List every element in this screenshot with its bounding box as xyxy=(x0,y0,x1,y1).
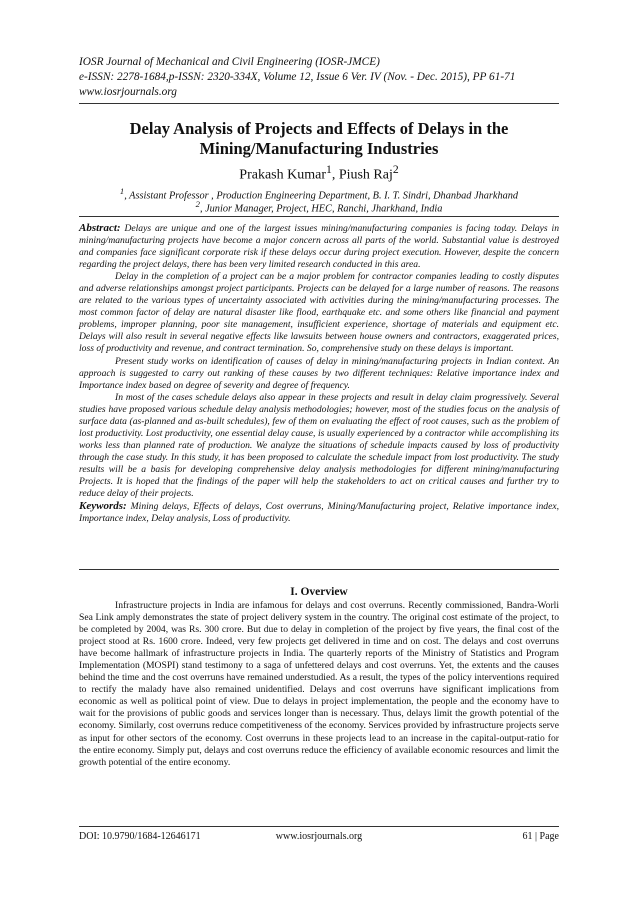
abstract-paragraph-1 xyxy=(79,222,559,271)
abstract-p1-text: Delays are unique and one of the largest issues mining/manufacturing companies is facing today. Delays in mining/manufacturing projects have become a major concern across all parts of the world. Substantial value is destroyed and companies face significant corporate risk if these delays occur during project execution. However, despite the concern regarding the project delays, there has been very limited research conducted in this area. xyxy=(79,223,559,271)
journal-website: www.iosrjournals.org xyxy=(79,86,177,98)
section-1-heading: I. Overview xyxy=(290,586,348,598)
section-1-paragraph: Infrastructure projects in India are infamous for delays and cost overruns. Recently commissioned, Bandra-Worli Sea Link amply demonstrates the state of project delivery system in the country. The original cost estimate of the project, to be completed by 2004, was Rs. 300 crore. But due to delay in completion of the project by five years, the final cost of the project stood at Rs. 1600 crore. Indeed, very few projects get delivered in time and on cost. The delays and cost overruns have become hallmark of infrastructure projects in India. The quarterly reports of the Ministry of Statistics and Program Implementation (MOSPI) stand testimony to a saga of unfettered delays and cost overruns. Yet, the extents and the causes behind the time and the cost overruns have remained understudied. As a result, the types of the policy interventions required to rectify the malady have also remained unidentified. Delays and cost overruns have significant implications from economic as well as political point of view. Due to delays in project implementation, the people and the economy have to wait for the provisions of public goods and services longer than is necessary. Thus, delays limit the growth potential of the economy. Similarly, cost overruns reduce competitiveness of the economy. Services provided by infrastructure projects serve as input for other sectors of the economy. Cost overruns in these projects lead to an increase in the capital-output-ratio for the entire economy. Simply put, delays and cost overruns reduce the efficiency of available economic resources and limit the growth potential of the entire economy. xyxy=(79,600,559,768)
paper-title xyxy=(79,119,559,159)
affiliation-2 xyxy=(79,198,559,215)
paper-title-line1: Delay Analysis of Projects and Effects of Delays in the xyxy=(129,119,509,138)
abstract-label: Abstract: xyxy=(79,222,121,234)
footer-page-number: 61 | Page xyxy=(522,831,559,842)
abstract-top-divider xyxy=(79,216,559,217)
section-1-body xyxy=(79,600,559,769)
abstract-paragraph-2: Delay in the completion of a project can be a major problem for contractor companies leading to costly disputes and adverse relationships amongst project participants. Projects can be delayed for a large number of reasons. The reasons are related to the various types of uncertainty associated with activities during the mining/manufacturing processes. The most common factor of delay are natural disaster like flood, earthquake etc. and some others like financial and payment problems, improper planning, poor site management, insufficient experience, shortage of materials and equipment etc. Delays will also result in several negative effects like lawsuits between house owners and contractors, exaggerated prices, loss of productivity and revenue, and contract termination. So, comprehensive study on these delays is important. xyxy=(79,271,559,355)
keywords-label: Keywords: xyxy=(79,500,127,513)
footer-divider xyxy=(79,826,559,827)
footer-website: www.iosrjournals.org xyxy=(275,831,363,842)
journal-issn-line: e-ISSN: 2278-1684,p-ISSN: 2320-334X, Volume 12, Issue 6 Ver. IV (Nov. - Dec. 2015), PP 61-71 xyxy=(79,71,516,83)
journal-name: IOSR Journal of Mechanical and Civil Engineering (IOSR-JMCE) xyxy=(79,56,380,68)
author-1: Prakash Kumar xyxy=(239,167,326,183)
journal-header xyxy=(79,55,559,100)
affiliation-1-text: , Assistant Professor , Production Engineering Department, B. I. T. Sindri, Dhanbad Jharkhand xyxy=(124,190,519,202)
affiliation-2-sup: 2 xyxy=(195,199,200,209)
paper-title-line2: Mining/Manufacturing Industries xyxy=(199,139,439,158)
abstract-bottom-divider xyxy=(79,569,559,570)
author-separator: , xyxy=(331,167,339,183)
author-2-sup: 2 xyxy=(392,163,399,176)
keywords-paragraph xyxy=(79,500,559,525)
abstract-paragraph-4: In most of the cases schedule delays also appear in these projects and result in delay claim progressively. Several studies have proposed various schedule delay analysis methodologies; however, most of the studies focus on the analysis of surface data (as-planned and as-built schedules), few of them on evaluating the effect of root causes, such as the problem of lost productivity. Lost productivity, one essential delay cause, is usually experienced by a contractor while accomplishing its works less than planned rate of production. We analyze the situations of schedule impacts caused by loss of productivity through the case study. In this study, it has been proposed to calculate the schedule impact from lost productivity. The study results will be a basis for developing comprehensive delay analysis methodologies for different mining/manufacturing Projects. It is hoped that the findings of the paper will help the stakeholders to act on critical causes and further try to reduce delay of their projects. xyxy=(79,391,559,500)
keywords-text: Mining delays, Effects of delays, Cost overruns, Mining/Manufacturing project, Relative importance index, Importance index, Delay analysis, Loss of productivity. xyxy=(79,501,559,525)
abstract-block xyxy=(79,222,559,525)
author-2: Piush Raj xyxy=(338,167,393,183)
abstract-paragraph-3: Present study works on identification of causes of delay in mining/manufacturing projects in Indian context. An approach is suggested to carry out ranking of these causes by two different techniques: Relative importance index and Importance index based on degree of severity and degree of frequency. xyxy=(79,355,559,391)
author-1-sup: 1 xyxy=(325,163,332,176)
author-line xyxy=(79,163,559,184)
affiliation-1-sup: 1 xyxy=(119,186,125,196)
footer-doi: DOI: 10.9790/1684-12646171 xyxy=(79,831,201,842)
header-divider xyxy=(79,103,559,104)
affiliation-2-text: , Junior Manager, Project, HEC, Ranchi, Jharkhand, India xyxy=(199,203,443,215)
